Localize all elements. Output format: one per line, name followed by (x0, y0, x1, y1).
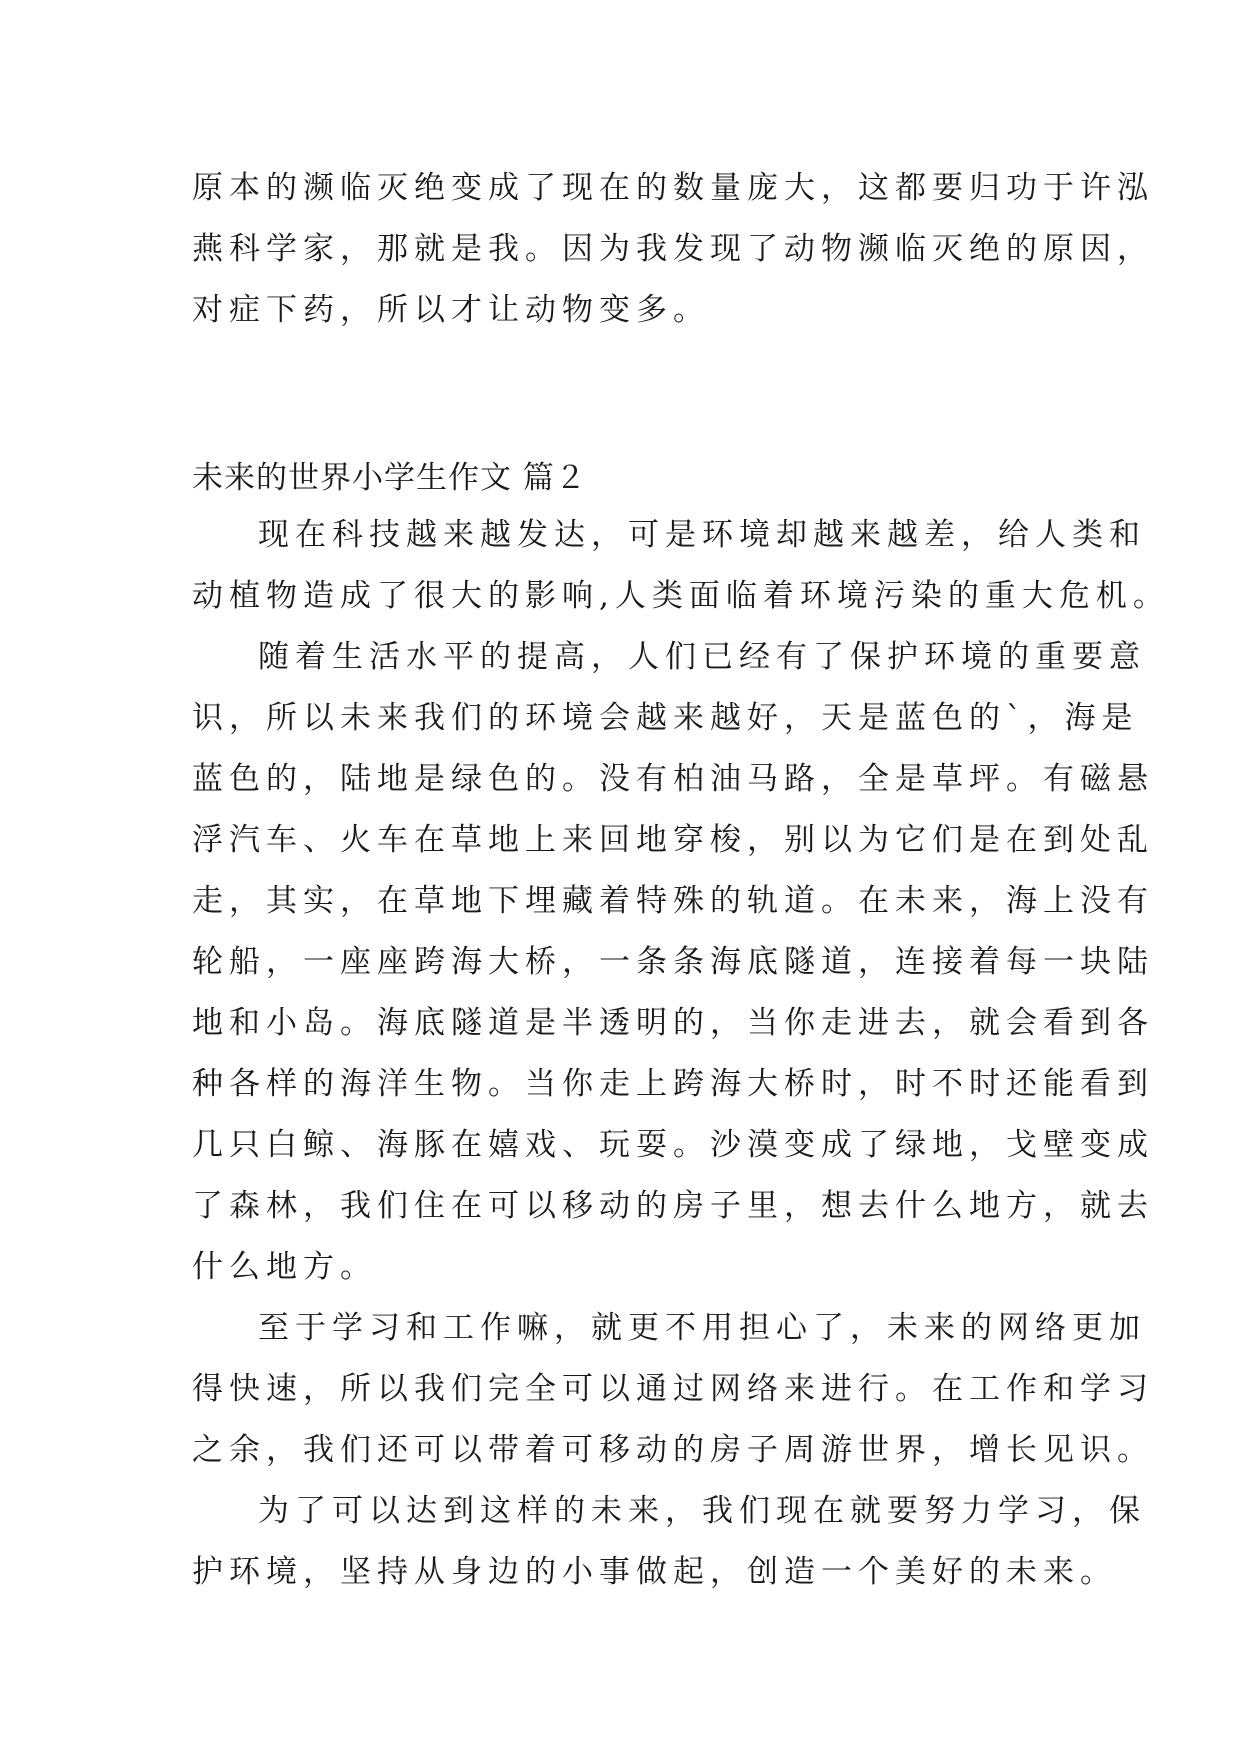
text-line: 走，其实，在草地下埋藏着特殊的轨道。在未来，海上没有 (192, 883, 1154, 919)
text-line: 浮汽车、火车在草地上来回地穿梭，别以为它们是在到处乱 (192, 822, 1154, 858)
text-line: 几只白鲸、海豚在嬉戏、玩耍。沙漠变成了绿地，戈壁变成 (192, 1127, 1154, 1163)
text-line: 什么地方。 (192, 1249, 377, 1285)
text-line: 至于学习和工作嘛，就更不用担心了，未来的网络更加 (258, 1310, 1146, 1346)
text-line: 得快速，所以我们完全可以通过网络来进行。在工作和学习 (192, 1371, 1154, 1407)
text-line: 识，所以未来我们的环境会越来越好，天是蓝色的`，海是 (192, 700, 1139, 736)
text-line: 燕科学家，那就是我。因为我发现了动物濒临灭绝的原因， (192, 231, 1154, 267)
text-line: 现在科技越来越发达，可是环境却越来越差，给人类和 (258, 517, 1146, 553)
section-title: 未来的世界小学生作文 篇２ (192, 460, 587, 496)
text-line: 之余，我们还可以带着可移动的房子周游世界，增长见识。 (192, 1432, 1154, 1468)
text-line: 蓝色的，陆地是绿色的。没有柏油马路，全是草坪。有磁悬 (192, 761, 1154, 797)
text-line: 种各样的海洋生物。当你走上跨海大桥时，时不时还能看到 (192, 1066, 1154, 1102)
intro-paragraph (192, 158, 1154, 341)
section-spacer (192, 341, 1068, 451)
text-line: 地和小岛。海底隧道是半透明的，当你走进去，就会看到各 (192, 1005, 1154, 1041)
text-line: 为了可以达到这样的未来，我们现在就要努力学习，保 (258, 1493, 1146, 1529)
paragraph-2 (192, 627, 1154, 1298)
paragraph-1 (192, 505, 1170, 627)
text-line: 轮船，一座座跨海大桥，一条条海底隧道，连接着每一块陆 (192, 944, 1154, 980)
text-line: 随着生活水平的提高，人们已经有了保护环境的重要意 (258, 639, 1146, 675)
paragraph-3 (192, 1298, 1154, 1481)
document-body (192, 158, 1170, 1603)
text-line: 对症下药，所以才让动物变多。 (192, 292, 710, 328)
text-line: 了森林，我们住在可以移动的房子里，想去什么地方，就去 (192, 1188, 1154, 1224)
paragraph-4 (192, 1481, 1146, 1603)
text-line: 动植物造成了很大的影响,人类面临着环境污染的重大危机。 (192, 578, 1170, 614)
text-line: 原本的濒临灭绝变成了现在的数量庞大，这都要归功于许泓 (192, 170, 1154, 206)
text-line: 护环境，坚持从身边的小事做起，创造一个美好的未来。 (192, 1554, 1117, 1590)
